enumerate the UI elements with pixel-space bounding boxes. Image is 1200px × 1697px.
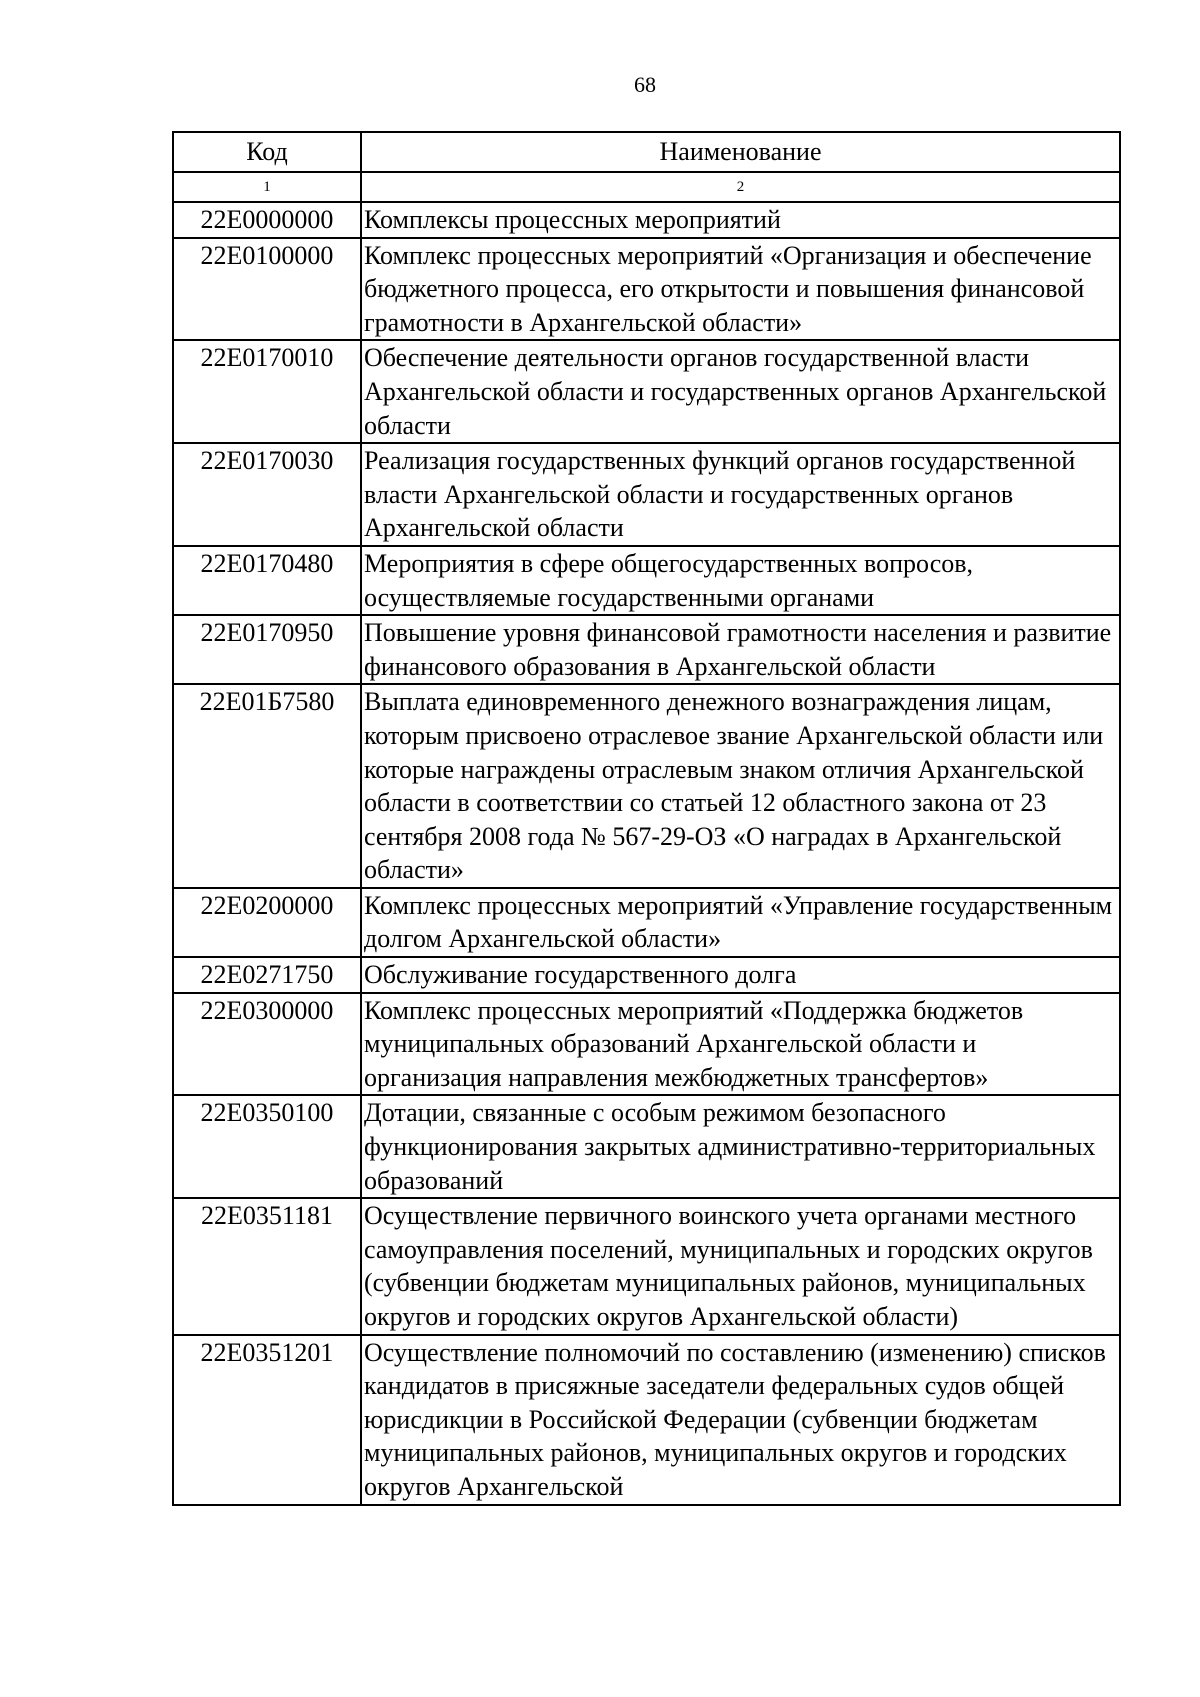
code-cell: 22Е0170950 (173, 615, 361, 684)
code-cell: 22Е0271750 (173, 957, 361, 993)
code-cell: 22Е0170010 (173, 340, 361, 443)
table-row (173, 546, 1120, 615)
code-cell: 22Е0170030 (173, 443, 361, 546)
code-cell: 22Е0170480 (173, 546, 361, 615)
table-row (173, 202, 1120, 238)
table-row (173, 238, 1120, 341)
table-row (173, 1335, 1120, 1505)
name-cell: Обеспечение деятельности органов государственной власти Архангельской области и государственных органов Архангельской области (361, 340, 1120, 443)
name-cell: Комплекс процессных мероприятий «Управление государственным долгом Архангельской области» (361, 888, 1120, 957)
name-cell: Осуществление первичного воинского учета органами местного самоуправления поселений, муниципальных и городских округов (субвенции бюджетам муниципальных районов, муниципальных округов и городских округов Архангельской области) (361, 1198, 1120, 1334)
table-row (173, 993, 1120, 1096)
table-header-row (173, 132, 1120, 172)
page-number: 68 (634, 72, 656, 97)
header-name: Наименование (361, 132, 1120, 172)
table-row (173, 1095, 1120, 1198)
name-cell: Мероприятия в сфере общегосударственных вопросов, осуществляемые государственными органами (361, 546, 1120, 615)
code-cell: 22Е01Б7580 (173, 684, 361, 888)
name-cell: Обслуживание государственного долга (361, 957, 1120, 993)
code-cell: 22Е0351201 (173, 1335, 361, 1505)
name-cell: Осуществление полномочий по составлению (изменению) списков кандидатов в присяжные заседатели федеральных судов общей юрисдикции в Российской Федерации (субвенции бюджетам муниципальных районов, муниципальных округов и городских округов Архангельской (361, 1335, 1120, 1505)
code-cell: 22Е0351181 (173, 1198, 361, 1334)
code-cell: 22Е0300000 (173, 993, 361, 1096)
table-row (173, 615, 1120, 684)
code-cell: 22Е0350100 (173, 1095, 361, 1198)
name-cell: Комплекс процессных мероприятий «Поддержка бюджетов муниципальных образований Архангельской области и организация направления межбюджетных трансфертов» (361, 993, 1120, 1096)
budget-code-table (172, 131, 1121, 1506)
code-cell: 22Е0000000 (173, 202, 361, 238)
table-row (173, 957, 1120, 993)
name-cell: Реализация государственных функций органов государственной власти Архангельской области и государственных органов Архангельской области (361, 443, 1120, 546)
table-row (173, 340, 1120, 443)
code-cell: 22Е0100000 (173, 238, 361, 341)
name-cell: Дотации, связанные с особым режимом безопасного функционирования закрытых административно-территориальных образований (361, 1095, 1120, 1198)
name-cell: Выплата единовременного денежного вознаграждения лицам, которым присвоено отраслевое звание Архангельской области или которые награждены отраслевым знаком отличия Архангельской области в соответствии со статьей 12 областного закона от 23 сентября 2008 года № 567-29-ОЗ «О наградах в Архангельской области» (361, 684, 1120, 888)
name-cell: Комплексы процессных мероприятий (361, 202, 1120, 238)
code-cell: 22Е0200000 (173, 888, 361, 957)
table-row (173, 888, 1120, 957)
table-row (173, 684, 1120, 888)
name-cell: Повышение уровня финансовой грамотности населения и развитие финансового образования в Архангельской области (361, 615, 1120, 684)
header-code: Код (173, 132, 361, 172)
column-number-2: 2 (361, 172, 1120, 202)
column-number-1: 1 (173, 172, 361, 202)
column-number-row (173, 172, 1120, 202)
table-row (173, 443, 1120, 546)
table-row (173, 1198, 1120, 1334)
name-cell: Комплекс процессных мероприятий «Организация и обеспечение бюджетного процесса, его открытости и повышения финансовой грамотности в Архангельской области» (361, 238, 1120, 341)
